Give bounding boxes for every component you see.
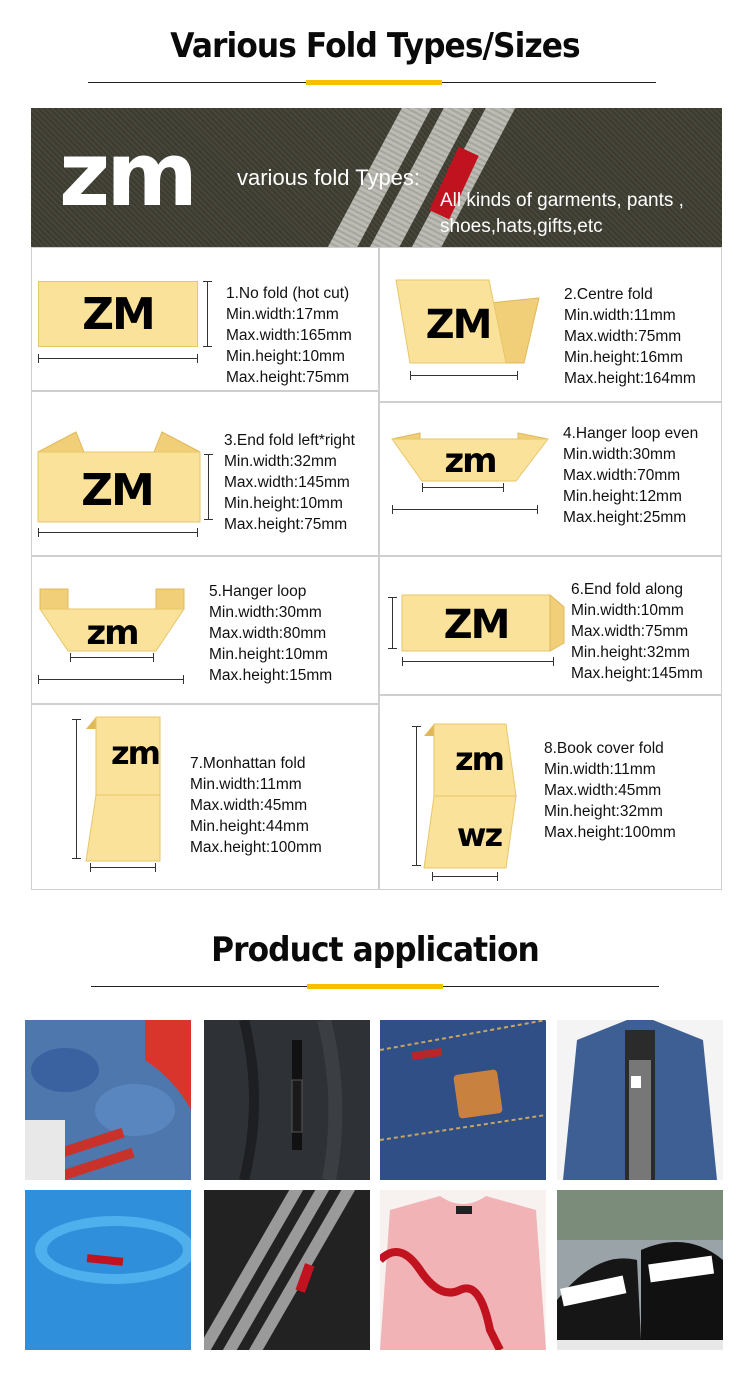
width-dimension-line (410, 375, 518, 376)
fold-cell-6 (379, 556, 722, 695)
fold-spec (209, 581, 332, 686)
width-dimension-line (432, 876, 498, 877)
tshirt-photo (380, 1190, 546, 1350)
section-title-fold-types: Various Fold Types/Sizes (170, 26, 580, 66)
width-dimension-line (392, 509, 538, 510)
sleeve-photo (204, 1190, 370, 1350)
min-height: Min.height:32mm (571, 644, 690, 661)
max-width: Max.width:75mm (571, 623, 689, 640)
fold-spec (563, 423, 698, 528)
min-height: Min.height:32mm (544, 803, 663, 820)
max-width: Max.width:70mm (563, 467, 681, 484)
min-height: Min.height:10mm (226, 348, 345, 365)
width-dimension-line (38, 679, 184, 680)
width-dimension-line (38, 358, 198, 359)
width-dimension-line (90, 867, 156, 868)
label-mark-mirrored: wz (456, 816, 502, 854)
fold-cell-4 (379, 402, 722, 556)
label-mark: ZM (443, 602, 509, 648)
min-height: Min.height:12mm (563, 488, 682, 505)
min-width: Min.width:11mm (564, 307, 676, 324)
fold-name: 3.End fold left*right (224, 432, 355, 449)
banner-subtitle: All kinds of garments, pants , shoes,hats,gifts,etc (440, 190, 684, 237)
brand-logo: zm (59, 123, 194, 226)
fold-name: 8.Book cover fold (544, 740, 664, 757)
min-width: Min.width:17mm (226, 306, 339, 323)
height-dimension-line (416, 726, 417, 866)
title-accent-bar (307, 984, 443, 989)
max-width: Max.width:45mm (190, 797, 308, 814)
zipper-jacket-image (204, 1020, 370, 1180)
label-mark: zm (444, 441, 496, 481)
fold-spec (564, 284, 696, 389)
striped-sleeve-image (204, 1190, 370, 1350)
fold-cell-3 (31, 391, 379, 556)
fold-cell-8 (379, 695, 722, 890)
max-height: Max.height:75mm (224, 516, 348, 533)
height-dimension-line (76, 719, 77, 859)
mesh-shoe-photo (25, 1190, 191, 1350)
fold-spec (544, 738, 676, 843)
max-height: Max.height:100mm (544, 824, 676, 841)
jacket-photo (204, 1020, 370, 1180)
max-height: Max.height:145mm (571, 665, 703, 682)
max-width: Max.width:75mm (564, 328, 682, 345)
max-height: Max.height:100mm (190, 839, 322, 856)
title-accent-bar (306, 80, 442, 85)
mesh-shoe-image (25, 1190, 191, 1350)
fold-cell-2 (379, 247, 722, 402)
fold-spec (571, 579, 703, 684)
jeans-photo (380, 1020, 546, 1180)
label-mark: ZM (81, 464, 153, 516)
fold-name: 1.No fold (hot cut) (226, 285, 350, 302)
fold-name: 5.Hanger loop (209, 583, 307, 600)
max-width: Max.width:80mm (209, 625, 327, 642)
label-mark: zm (86, 613, 138, 653)
pink-tshirt-image (380, 1190, 546, 1350)
denim-jacket-photo (557, 1020, 723, 1180)
label-mark: zm (111, 734, 159, 772)
max-height: Max.height:75mm (226, 369, 350, 386)
max-width: Max.width:165mm (226, 327, 352, 344)
min-height: Min.height:10mm (209, 646, 328, 663)
min-width: Min.width:32mm (224, 453, 337, 470)
fold-spec (226, 283, 352, 388)
fold-name: 6.End fold along (571, 581, 684, 598)
min-width: Min.width:10mm (571, 602, 684, 619)
min-height: Min.height:44mm (190, 818, 309, 835)
max-height: Max.height:25mm (563, 509, 687, 526)
fold-spec (224, 430, 355, 535)
fold-cell-1 (31, 247, 379, 391)
hero-banner (31, 108, 722, 247)
min-height: Min.height:10mm (224, 495, 343, 512)
sneakers-image (557, 1190, 723, 1350)
mickey-shoe-image (25, 1020, 191, 1180)
max-width: Max.width:45mm (544, 782, 662, 799)
width-dimension-line (402, 661, 554, 662)
denim-jacket-image (557, 1020, 723, 1180)
min-width: Min.width:30mm (563, 446, 676, 463)
fold-cell-5 (31, 556, 379, 704)
banner-heading: various fold Types: (237, 165, 421, 190)
sneaker-photo (557, 1190, 723, 1350)
min-width: Min.width:11mm (190, 776, 302, 793)
min-height: Min.height:16mm (564, 349, 683, 366)
width-dimension-line (70, 657, 154, 658)
width-dimension-line (38, 532, 198, 533)
max-height: Max.height:164mm (564, 370, 696, 387)
jeans-patch-image (380, 1020, 546, 1180)
fold-name: 2.Centre fold (564, 286, 653, 303)
height-dimension-line (208, 454, 209, 520)
label-mark: ZM (425, 302, 491, 348)
height-dimension-line (392, 597, 393, 649)
fold-name: 7.Monhattan fold (190, 755, 306, 772)
max-height: Max.height:15mm (209, 667, 333, 684)
fold-name: 4.Hanger loop even (563, 425, 699, 442)
shoe-photo (25, 1020, 191, 1180)
fold-spec (190, 753, 322, 858)
min-width: Min.width:30mm (209, 604, 322, 621)
max-width: Max.width:145mm (224, 474, 350, 491)
label-illustration: ZM (38, 281, 198, 347)
fold-cell-7 (31, 704, 379, 890)
width-dimension-line (422, 487, 504, 488)
height-dimension-line (207, 281, 208, 347)
label-mark: zm (455, 740, 503, 778)
section-title-application: Product application (211, 930, 539, 970)
min-width: Min.width:11mm (544, 761, 656, 778)
